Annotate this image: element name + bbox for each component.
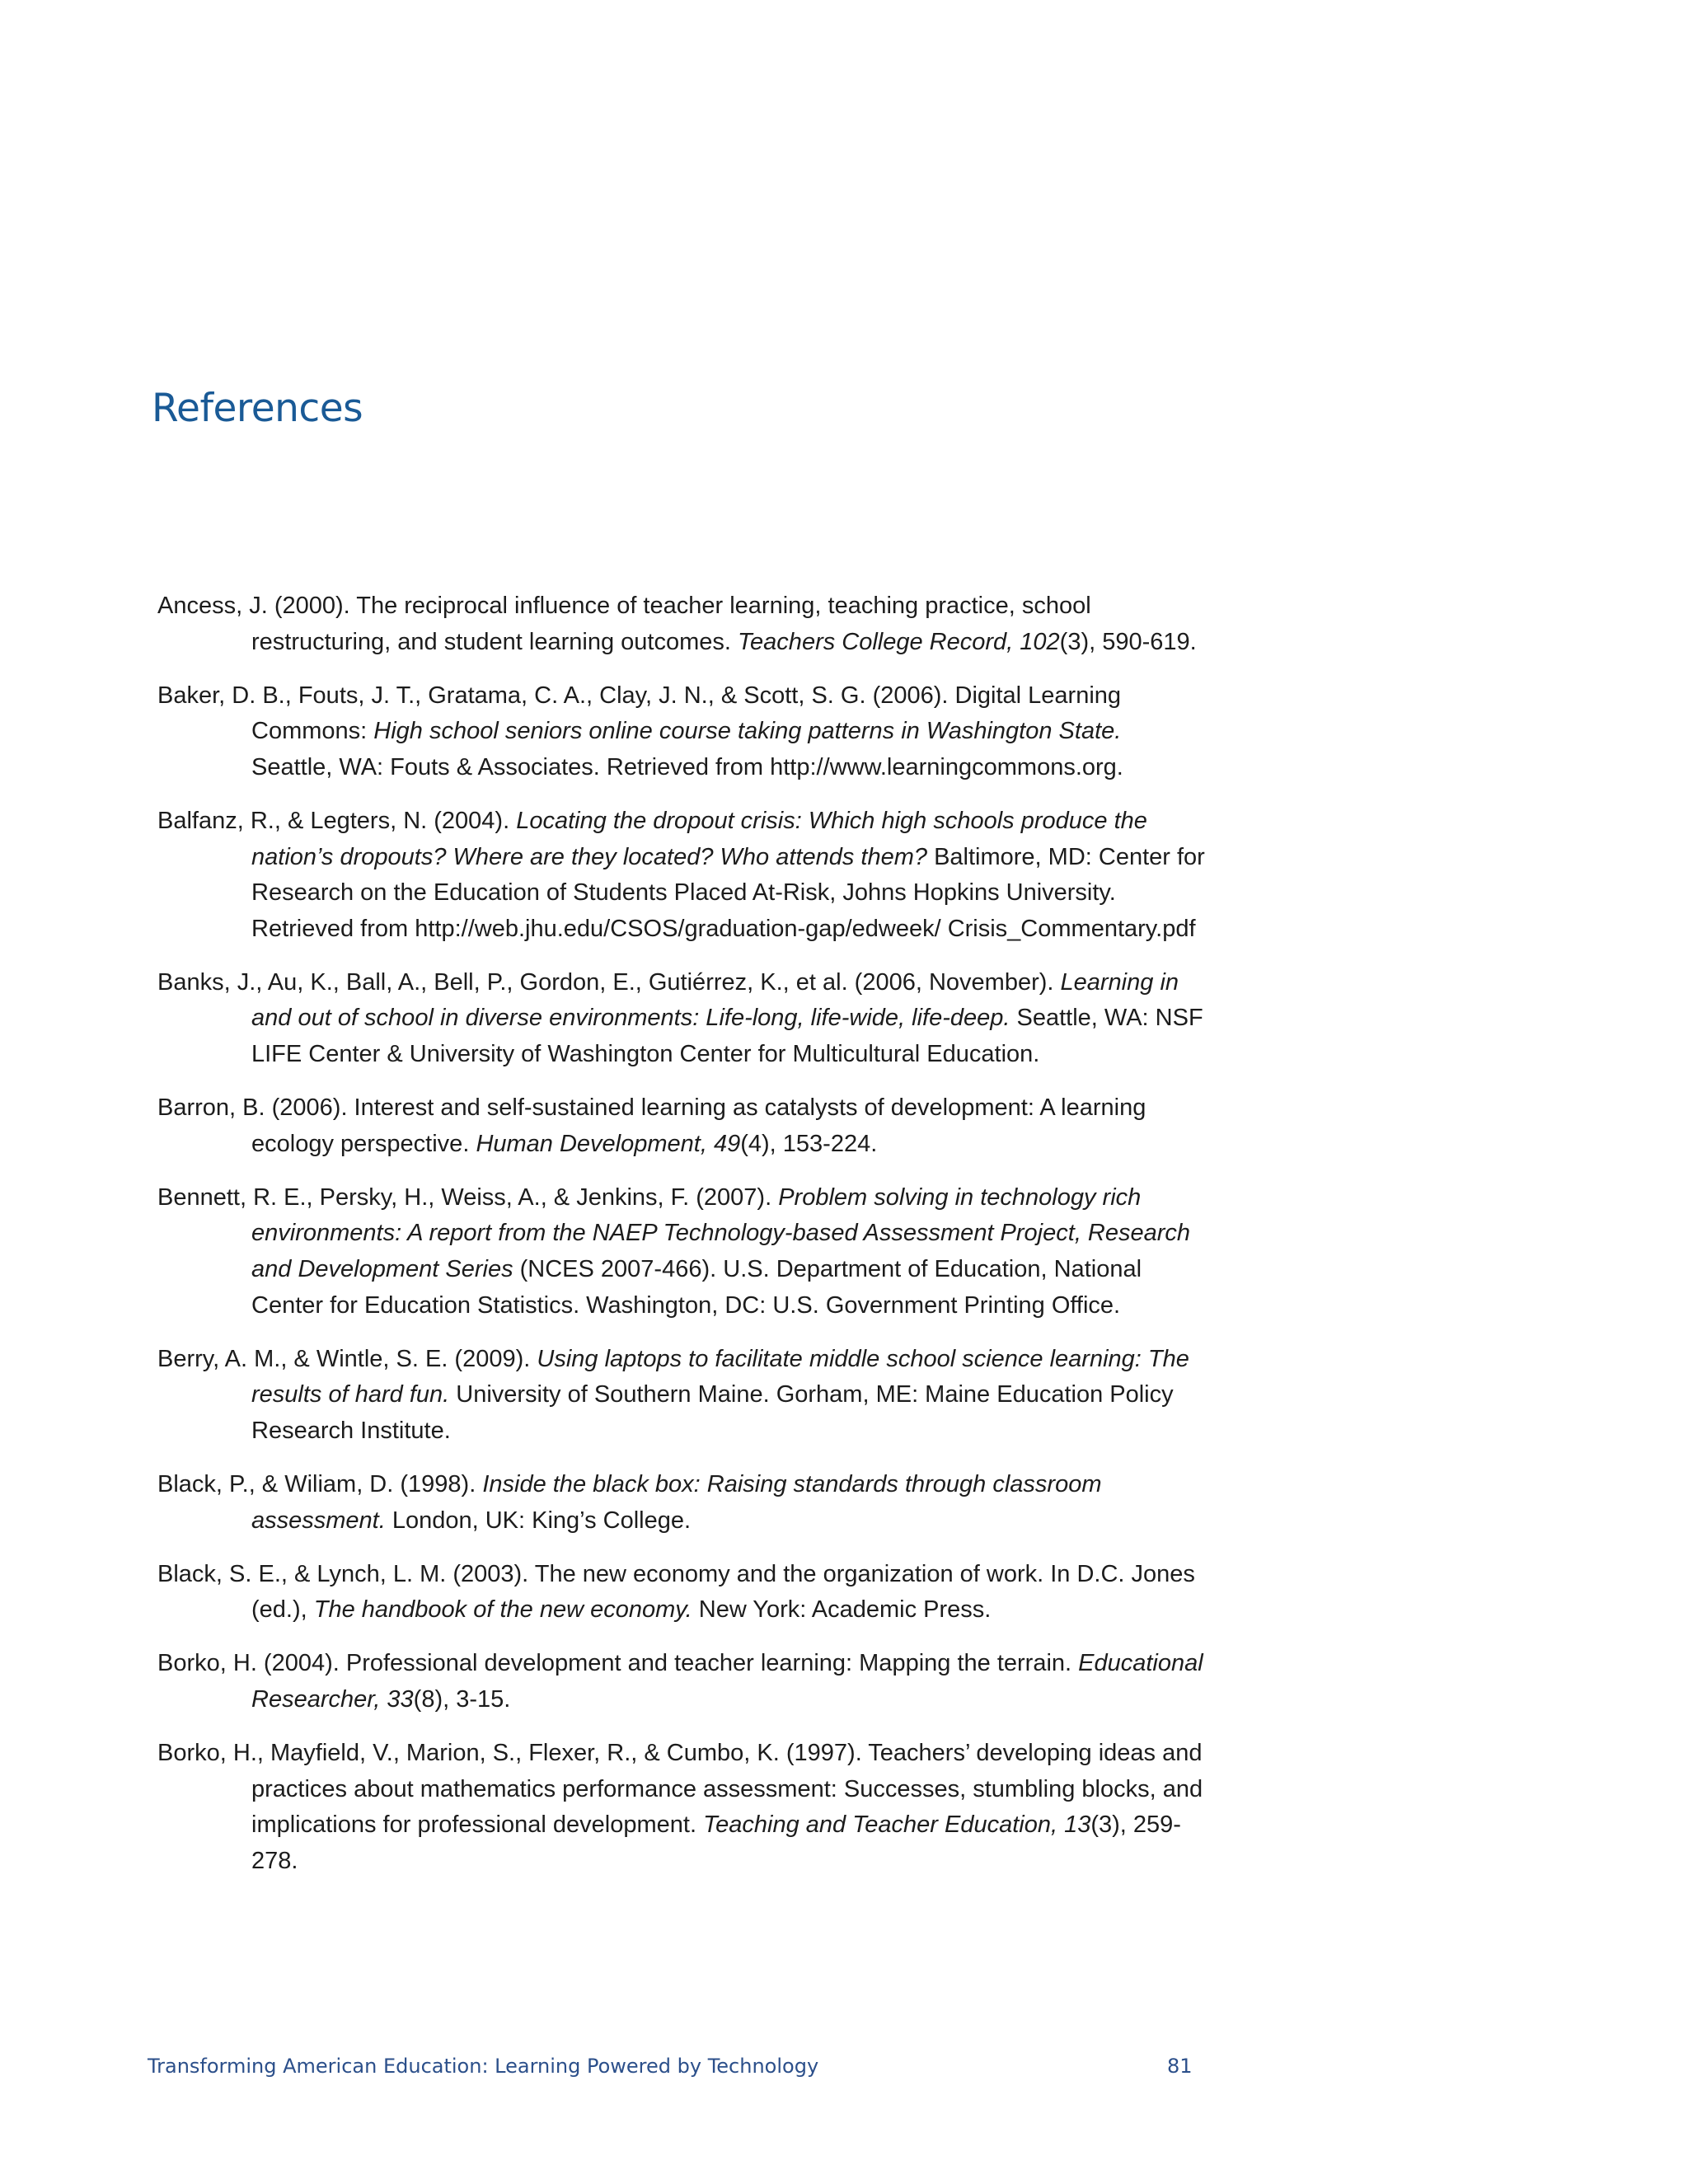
reference-text: Ancess, J. (2000). The reciprocal influence of teacher learning, teaching practice, school restructuring, and student learning outcomes. — [157, 593, 1091, 655]
reference-title-italic: Human Development, 49 — [476, 1130, 741, 1157]
reference-entry — [157, 804, 1208, 947]
page-title: References — [152, 386, 363, 431]
reference-title-italic: High school seniors online course taking patterns in Washington State. — [373, 718, 1122, 745]
reference-text: Borko, H., Mayfield, V., Marion, S., Flexer, R., & Cumbo, K. (1997). Teachers’ developing ideas and practices about mathematics performance assessment: Successes, stumbling blocks, and implications for professional development. — [157, 1740, 1203, 1839]
reference-text: Black, P., & Wiliam, D. (1998). — [157, 1470, 483, 1497]
page-number: 81 — [1167, 2055, 1193, 2078]
reference-text: Baltimore, MD: Center for Research on the Education of Students Placed At-Risk, Johns Hopkins University. Retrieved from http://web.jhu.edu/CSOS/graduation-gap/edweek/ Crisis_Commentary.pdf — [251, 843, 1205, 942]
reference-text: Black, S. E., & Lynch, L. M. (2003). The new economy and the organization of work. In D.C. Jones (ed.), — [157, 1560, 1195, 1624]
reference-title-italic: Inside the black box: Raising standards through classroom assessment. — [251, 1470, 1102, 1534]
reference-text: Borko, H. (2004). Professional development and teacher learning: Mapping the terrain. — [157, 1650, 1079, 1677]
reference-entry — [157, 678, 1208, 786]
reference-title-italic: Learning in and out of school in diverse environments: Life-long, life-wide, life-deep. — [251, 968, 1179, 1032]
reference-text: Baker, D. B., Fouts, J. T., Gratama, C. A., Clay, J. N., & Scott, S. G. (2006). Digital Learning Commons: — [157, 682, 1122, 745]
reference-text: Barron, B. (2006). Interest and self-sustained learning as catalysts of development: A learning ecology perspective. — [157, 1094, 1146, 1157]
reference-text: Bennett, R. E., Persky, H., Weiss, A., & Jenkins, F. (2007). — [157, 1183, 779, 1211]
reference-text: Banks, J., Au, K., Ball, A., Bell, P., Gordon, E., Gutiérrez, K., et al. (2006, November). — [157, 968, 1061, 996]
reference-text: (8), 3-15. — [413, 1685, 511, 1713]
reference-entry — [157, 1646, 1208, 1718]
reference-entry — [157, 1342, 1208, 1450]
reference-text: (3), 259-278. — [251, 1811, 1181, 1874]
reference-text: Balfanz, R., & Legters, N. (2004). — [157, 807, 517, 834]
reference-text: Berry, A. M., & Wintle, S. E. (2009). — [157, 1345, 537, 1372]
reference-entry — [157, 1180, 1208, 1324]
reference-title-italic: Teaching and Teacher Education, 13 — [703, 1811, 1091, 1839]
reference-entry — [157, 965, 1208, 1073]
reference-text: (4), 153-224. — [740, 1130, 878, 1157]
reference-text: Seattle, WA: NSF LIFE Center & University of Washington Center for Multicultural Education. — [251, 1005, 1203, 1068]
reference-entry — [157, 1467, 1208, 1539]
reference-title-italic: Educational Researcher, 33 — [251, 1650, 1203, 1713]
reference-title-italic: Problem solving in technology rich environments: A report from the NAEP Technology-based Assessment Project, Research and Development Series — [251, 1183, 1191, 1282]
footer-title: Transforming American Education: Learning Powered by Technology — [148, 2055, 819, 2078]
reference-entry — [157, 1557, 1208, 1629]
reference-text: New York: Academic Press. — [692, 1596, 992, 1624]
reference-title-italic: Teachers College Record, 102 — [738, 628, 1060, 655]
reference-title-italic: Locating the dropout crisis: Which high schools produce the nation’s dropouts? Where are they located? Who attends them? — [251, 807, 1147, 870]
reference-entry — [157, 588, 1208, 660]
reference-text: Seattle, WA: Fouts & Associates. Retrieved from http://www.learningcommons.org. — [251, 753, 1123, 780]
reference-entry — [157, 1736, 1208, 1879]
reference-text: (3), 590-619. — [1059, 628, 1197, 655]
reference-list — [157, 588, 1208, 1897]
reference-title-italic: Using laptops to facilitate middle school science learning: The results of hard fun. — [251, 1345, 1189, 1408]
reference-title-italic: The handbook of the new economy. — [313, 1596, 692, 1624]
reference-text: (NCES 2007-466). U.S. Department of Education, National Center for Education Statistics. Washington, DC: U.S. Government Printing Office. — [251, 1256, 1142, 1319]
reference-entry — [157, 1090, 1208, 1162]
reference-text: University of Southern Maine. Gorham, ME: Maine Education Policy Research Institute. — [251, 1381, 1174, 1444]
reference-text: London, UK: King’s College. — [385, 1507, 692, 1534]
